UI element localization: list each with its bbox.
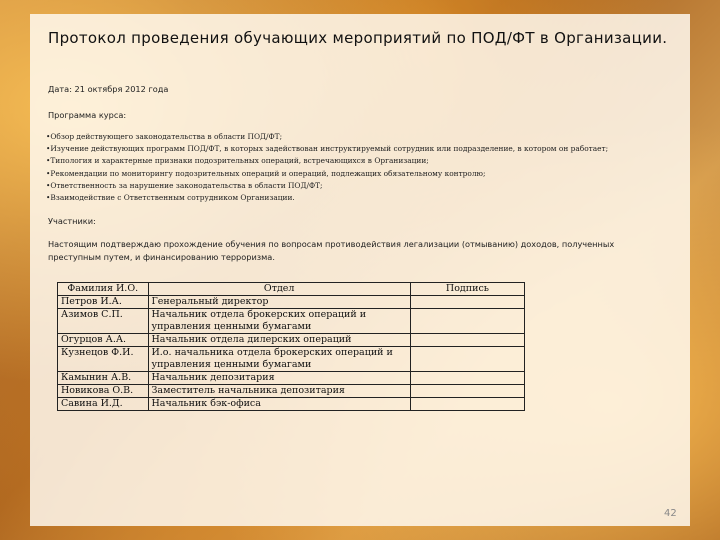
cell-name: Петров И.А.: [58, 296, 149, 309]
table-row: [58, 296, 525, 309]
table-row: [58, 309, 525, 334]
table-row: [58, 372, 525, 385]
cell-department: Начальник отдела дилерских операций: [148, 334, 410, 347]
cell-department: Начальник бэк-офиса: [148, 398, 410, 411]
program-item: •Рекомендации по мониторингу подозрительных операций и операций, подлежащих обязательному контролю;: [46, 168, 486, 178]
cell-signature: [410, 347, 524, 372]
page-title: Протокол проведения обучающих мероприятий по ПОД/ФТ в Организации.: [48, 29, 668, 47]
participants-label: Участники:: [48, 216, 96, 226]
cell-signature: [410, 296, 524, 309]
program-list: [46, 131, 686, 204]
cell-signature: [410, 372, 524, 385]
cell-name: Новикова О.В.: [58, 385, 149, 398]
cell-signature: [410, 385, 524, 398]
table-row: [58, 385, 525, 398]
cell-department: Генеральный директор: [148, 296, 410, 309]
program-item: •Типология и характерные признаки подозрительных операций, встречающихся в Организации;: [46, 156, 429, 166]
header-department: Отдел: [148, 283, 410, 296]
cell-department: И.о. начальника отдела брокерских операций и управления ценными бумагами: [148, 347, 410, 372]
program-item: •Взаимодействие с Ответственным сотрудником Организации.: [46, 193, 295, 203]
cell-name: Огурцов А.А.: [58, 334, 149, 347]
cell-department: Заместитель начальника депозитария: [148, 385, 410, 398]
table-row: [58, 398, 525, 411]
cell-name: Камынин А.В.: [58, 372, 149, 385]
program-item: •Обзор действующего законодательства в области ПОД/ФТ;: [46, 132, 283, 141]
cell-signature: [410, 334, 524, 347]
cell-signature: [410, 398, 524, 411]
table-row: [58, 334, 525, 347]
cell-signature: [410, 309, 524, 334]
cell-department: Начальник отдела брокерских операций и управления ценными бумагами: [148, 309, 410, 334]
page-number: 42: [664, 508, 677, 519]
confirmation-text: Настоящим подтверждаю прохождение обучения по вопросам противодействия легализации (отмыванию) доходов, полученных преступным путем, и финансированию терроризма.: [48, 239, 615, 262]
participants-table: [57, 282, 525, 411]
table-header-row: [58, 283, 525, 296]
cell-name: Савина И.Д.: [58, 398, 149, 411]
cell-name: Азимов С.П.: [58, 309, 149, 334]
program-item: •Изучение действующих программ ПОД/ФТ, в которых задействован инструктируемый сотрудник или подразделение, в котором он работает;: [46, 144, 609, 154]
program-item: •Ответственность за нарушение законодательства в области ПОД/ФТ;: [46, 180, 323, 190]
table-row: [58, 347, 525, 372]
header-name: Фамилия И.О.: [58, 283, 149, 296]
program-label: Программа курса:: [48, 110, 127, 120]
cell-name: Кузнецов Ф.И.: [58, 347, 149, 372]
protocol-date: Дата: 21 октября 2012 года: [48, 84, 169, 94]
cell-department: Начальник депозитария: [148, 372, 410, 385]
header-signature: Подпись: [410, 283, 524, 296]
